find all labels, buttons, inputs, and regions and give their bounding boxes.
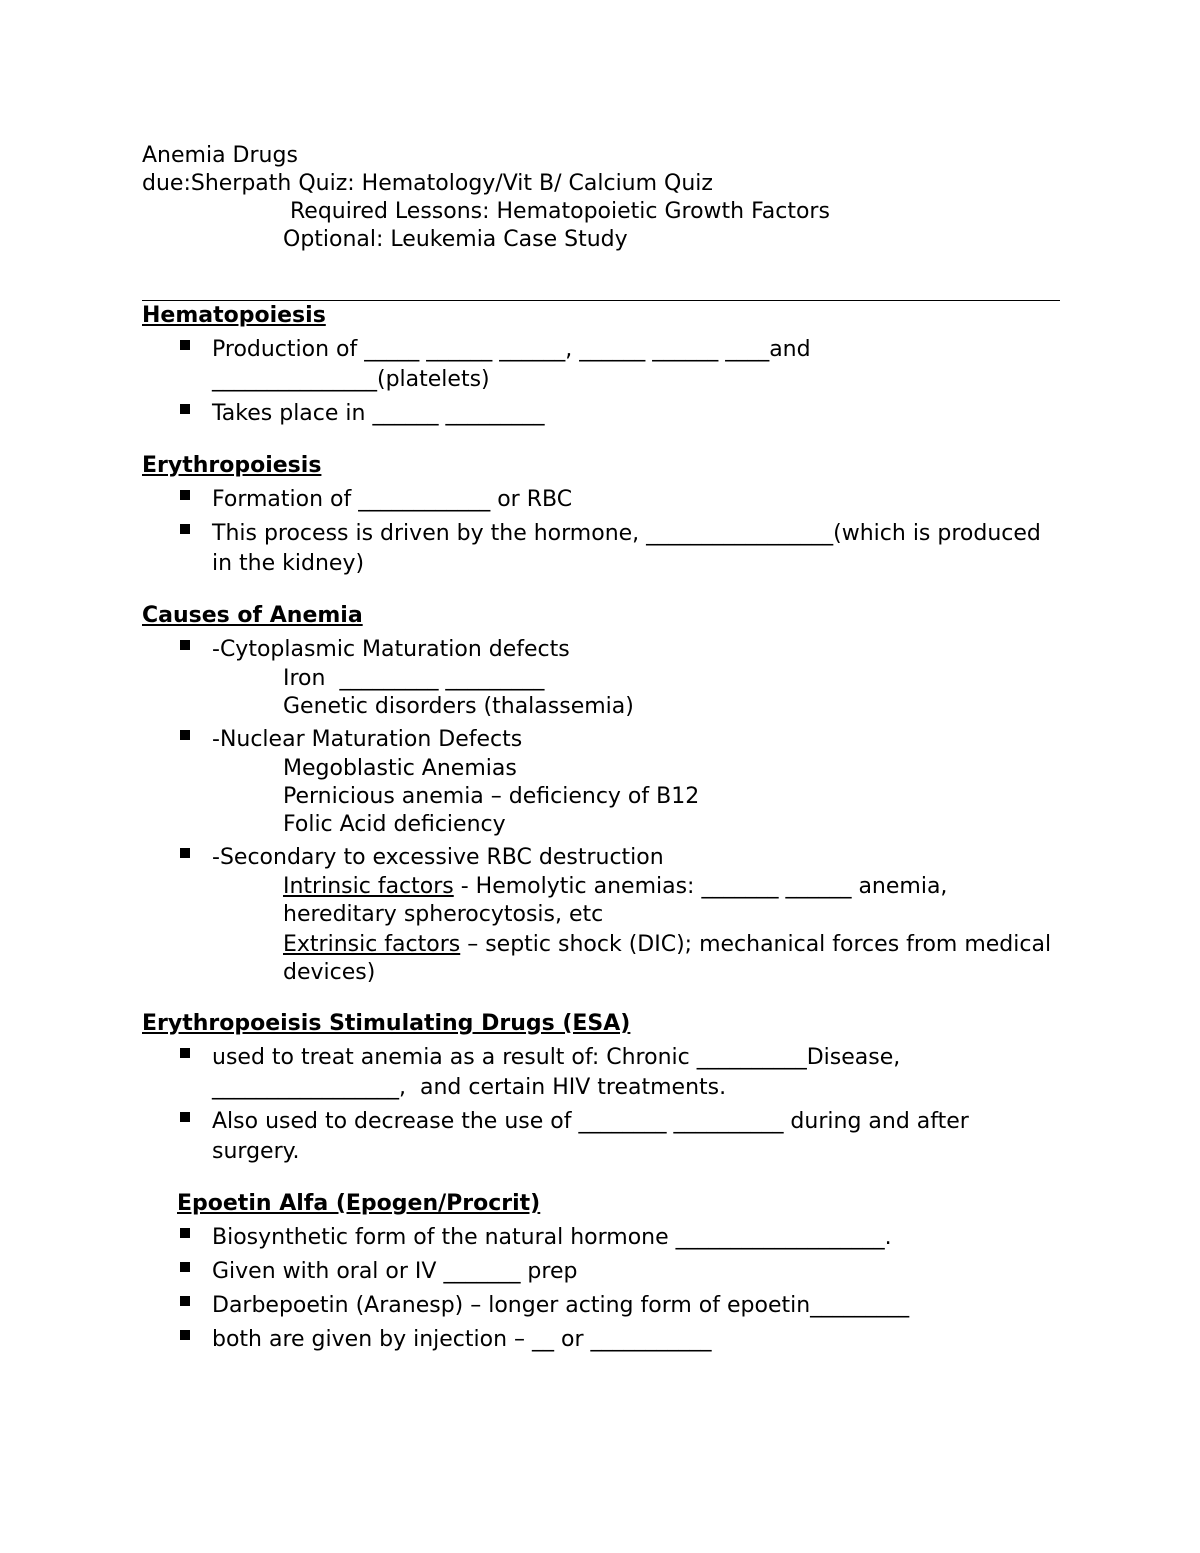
list-item: [142, 335, 1060, 395]
causes-list-secondary: [142, 843, 1060, 873]
square-bullet-icon: [180, 1262, 190, 1272]
sub-item-intrinsic: [283, 873, 1060, 929]
hematopoiesis-heading: Hematopoiesis: [142, 303, 326, 328]
list-item: [142, 1257, 1060, 1287]
list-item: [142, 725, 1060, 755]
bullet-text: -Cytoplasmic Maturation defects: [212, 637, 570, 662]
square-bullet-icon: [180, 640, 190, 650]
square-bullet-icon: [180, 340, 190, 350]
list-item: [142, 843, 1060, 873]
epoetin-list: [142, 1223, 1060, 1355]
nuclear-sub-list: [142, 755, 1060, 839]
extrinsic-factors-text: – septic shock (DIC); mechanical forces from medical devices): [283, 932, 1059, 985]
square-bullet-icon: [180, 848, 190, 858]
sub-item-extrinsic: [283, 931, 1060, 987]
bullet-text: Biosynthetic form of the natural hormone ___________________.: [212, 1225, 892, 1250]
bullet-text: This process is driven by the hormone, _________________(which is produced in the kidney): [212, 521, 1048, 576]
square-bullet-icon: [180, 730, 190, 740]
bullet-text: Also used to decrease the use of ________ __________ during and after surgery.: [212, 1109, 976, 1164]
causes-list-nuclear: [142, 725, 1060, 755]
esa-list: [142, 1043, 1060, 1167]
sub-item: Genetic disorders (thalassemia): [283, 694, 634, 719]
due-line: due:Sherpath Quiz: Hematology/Vit B/ Calcium Quiz: [142, 171, 713, 196]
extrinsic-factors-label: Extrinsic factors: [283, 932, 461, 957]
square-bullet-icon: [180, 1112, 190, 1122]
square-bullet-icon: [180, 490, 190, 500]
list-item: [142, 1107, 1060, 1167]
bullet-text: Formation of ____________ or RBC: [212, 487, 573, 512]
sub-item: Megoblastic Anemias: [283, 756, 517, 781]
list-item: [142, 485, 1060, 515]
list-item: [142, 1043, 1060, 1103]
hematopoiesis-list: [142, 335, 1060, 429]
epoetin-heading: Epoetin Alfa (Epogen/Procrit): [177, 1191, 541, 1216]
document-page: [142, 142, 1060, 1355]
square-bullet-icon: [180, 1330, 190, 1340]
bullet-text: Production of _____ ______ ______, ______ ______ ____and _______________(platelets): [212, 337, 818, 392]
sub-item: Iron _________ _________: [283, 666, 545, 691]
erythropoiesis-list: [142, 485, 1060, 579]
document-title: Anemia Drugs: [142, 143, 298, 168]
sub-item: Folic Acid deficiency: [283, 812, 506, 837]
bullet-text: used to treat anemia as a result of: Chronic __________Disease, _________________, and certain HIV treatments.: [212, 1045, 908, 1100]
cytoplasmic-sub-list: [142, 665, 1060, 721]
bullet-text: -Nuclear Maturation Defects: [212, 727, 523, 752]
secondary-sub-list: [142, 873, 1060, 987]
bullet-text: both are given by injection – __ or ___________: [212, 1327, 712, 1352]
causes-list: [142, 635, 1060, 665]
list-item: [142, 399, 1060, 429]
list-item: [142, 635, 1060, 665]
required-lessons-line: Required Lessons: Hematopoietic Growth Factors: [290, 199, 830, 224]
bullet-text: Darbepoetin (Aranesp) – longer acting form of epoetin_________: [212, 1293, 910, 1318]
intrinsic-factors-text: - Hemolytic anemias: _______ ______ anemia, hereditary spherocytosis, etc: [283, 874, 955, 927]
intrinsic-factors-label: Intrinsic factors: [283, 874, 454, 899]
esa-heading: Erythropoeisis Stimulating Drugs (ESA): [142, 1011, 631, 1036]
list-item: [142, 1223, 1060, 1253]
list-item: [142, 1325, 1060, 1355]
erythropoiesis-heading: Erythropoiesis: [142, 453, 322, 478]
square-bullet-icon: [180, 1048, 190, 1058]
bullet-text: Takes place in ______ _________: [212, 401, 545, 426]
list-item: [142, 1291, 1060, 1321]
bullet-text: -Secondary to excessive RBC destruction: [212, 845, 664, 870]
sub-item: Pernicious anemia – deficiency of B12: [283, 784, 700, 809]
square-bullet-icon: [180, 524, 190, 534]
list-item: [142, 519, 1060, 579]
square-bullet-icon: [180, 1296, 190, 1306]
square-bullet-icon: [180, 404, 190, 414]
bullet-text: Given with oral or IV _______ prep: [212, 1259, 578, 1284]
optional-line: Optional: Leukemia Case Study: [283, 227, 628, 252]
square-bullet-icon: [180, 1228, 190, 1238]
causes-heading: Causes of Anemia: [142, 603, 363, 628]
